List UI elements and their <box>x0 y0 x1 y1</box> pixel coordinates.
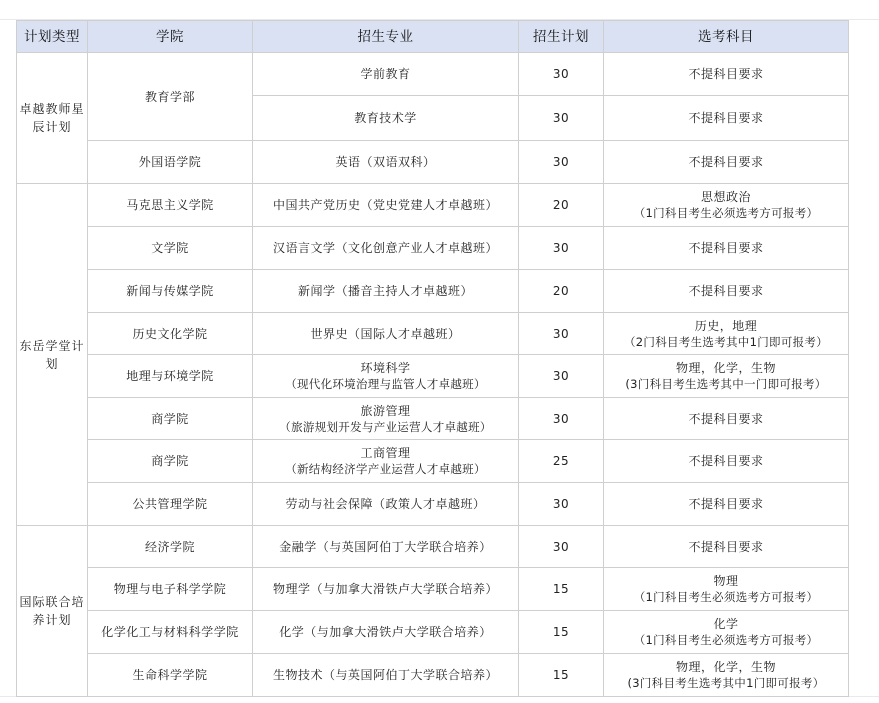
subject-cell: 不提科目要求 <box>604 398 849 440</box>
header-row <box>17 21 849 53</box>
subject-note: (3门科目考生选考其中1门即可报考） <box>627 676 825 690</box>
major-cell: 英语（双语双科） <box>253 141 519 184</box>
admission-plan-table <box>16 20 849 697</box>
subject-note: （1门科目考生必须选考方可报考） <box>633 590 819 604</box>
table-row <box>17 141 849 184</box>
enrollment-cell: 25 <box>519 440 604 483</box>
enrollment-cell: 15 <box>519 654 604 697</box>
college-cell: 物理与电子科学学院 <box>88 568 253 611</box>
college-cell: 历史文化学院 <box>88 313 253 355</box>
major-cell: 教育技术学 <box>253 96 519 141</box>
table-row <box>17 568 849 611</box>
header-major: 招生专业 <box>253 21 519 53</box>
major-cell <box>253 440 519 483</box>
enrollment-cell: 30 <box>519 313 604 355</box>
subject-cell: 不提科目要求 <box>604 526 849 568</box>
subject-main: 思想政治 <box>700 190 751 204</box>
enrollment-cell: 20 <box>519 184 604 227</box>
enrollment-cell: 20 <box>519 270 604 313</box>
major-note: （旅游规划开发与产业运营人才卓越班） <box>279 419 492 434</box>
table-row <box>17 611 849 654</box>
subject-cell: 不提科目要求 <box>604 53 849 96</box>
enrollment-cell: 30 <box>519 398 604 440</box>
subject-note: （1门科目考生必须选考方可报考） <box>633 633 819 647</box>
major-cell: 汉语言文学（文化创意产业人才卓越班） <box>253 227 519 270</box>
subject-cell <box>604 568 849 611</box>
major-cell: 新闻学（播音主持人才卓越班） <box>253 270 519 313</box>
subject-cell: 不提科目要求 <box>604 96 849 141</box>
table-row <box>17 313 849 355</box>
enrollment-cell: 15 <box>519 611 604 654</box>
enrollment-cell: 30 <box>519 355 604 398</box>
table-row <box>17 398 849 440</box>
college-cell: 地理与环境学院 <box>88 355 253 398</box>
subject-note: （1门科目考生必须选考方可报考） <box>633 206 819 220</box>
major-cell: 劳动与社会保障（政策人才卓越班） <box>253 483 519 526</box>
enrollment-cell: 30 <box>519 227 604 270</box>
college-cell: 新闻与传媒学院 <box>88 270 253 313</box>
plan-type-cell: 国际联合培养计划 <box>17 526 88 697</box>
subject-main: 物理，化学，生物 <box>675 361 776 375</box>
major-cell: 化学（与加拿大滑铁卢大学联合培养） <box>253 611 519 654</box>
subject-cell <box>604 355 849 398</box>
major-note: （现代化环境治理与监管人才卓越班） <box>285 377 486 391</box>
enrollment-cell: 30 <box>519 53 604 96</box>
subject-cell: 不提科目要求 <box>604 227 849 270</box>
enrollment-cell: 30 <box>519 483 604 526</box>
subject-cell <box>604 654 849 697</box>
header-college: 学院 <box>88 21 253 53</box>
enrollment-cell: 15 <box>519 568 604 611</box>
subject-cell: 不提科目要求 <box>604 483 849 526</box>
subject-cell: 不提科目要求 <box>604 270 849 313</box>
table-row <box>17 53 849 96</box>
table-row <box>17 355 849 398</box>
table-row <box>17 227 849 270</box>
table-row <box>17 483 849 526</box>
subject-cell <box>604 184 849 227</box>
subject-main: 物理 <box>713 574 739 588</box>
major-cell: 金融学（与英国阿伯丁大学联合培养） <box>253 526 519 568</box>
college-cell: 公共管理学院 <box>88 483 253 526</box>
college-cell: 商学院 <box>88 398 253 440</box>
subject-cell: 不提科目要求 <box>604 440 849 483</box>
major-cell <box>253 355 519 398</box>
header-enrollment: 招生计划 <box>519 21 604 53</box>
table-row <box>17 440 849 483</box>
enrollment-cell: 30 <box>519 141 604 184</box>
major-cell: 中国共产党历史（党史党建人才卓越班） <box>253 184 519 227</box>
college-cell: 马克思主义学院 <box>88 184 253 227</box>
major-main: 工商管理 <box>360 446 411 460</box>
major-cell <box>253 398 519 440</box>
subject-main: 历史，地理 <box>694 318 758 333</box>
college-cell: 教育学部 <box>88 53 253 141</box>
subject-main: 化学 <box>713 617 739 631</box>
header-subjects: 选考科目 <box>604 21 849 53</box>
major-cell: 学前教育 <box>253 53 519 96</box>
college-cell: 生命科学学院 <box>88 654 253 697</box>
major-note: （新结构经济学产业运营人才卓越班） <box>285 462 486 476</box>
subject-cell <box>604 313 849 355</box>
college-cell: 经济学院 <box>88 526 253 568</box>
college-cell: 外国语学院 <box>88 141 253 184</box>
college-cell: 商学院 <box>88 440 253 483</box>
plan-type-cell: 东岳学堂计划 <box>17 184 88 526</box>
header-plan-type: 计划类型 <box>17 21 88 53</box>
college-cell: 文学院 <box>88 227 253 270</box>
table-row <box>17 526 849 568</box>
enrollment-cell: 30 <box>519 526 604 568</box>
major-cell: 世界史（国际人才卓越班） <box>253 313 519 355</box>
plan-type-cell: 卓越教师星辰计划 <box>17 53 88 184</box>
college-cell: 化学化工与材料科学学院 <box>88 611 253 654</box>
subject-note: (3门科目考生选考其中一门即可报考） <box>625 377 827 391</box>
major-cell: 生物技术（与英国阿伯丁大学联合培养） <box>253 654 519 697</box>
table-row <box>17 270 849 313</box>
table-row <box>17 654 849 697</box>
major-main: 旅游管理 <box>360 403 411 418</box>
subject-note: （2门科目考生选考其中1门即可报考） <box>623 334 829 349</box>
major-cell: 物理学（与加拿大滑铁卢大学联合培养） <box>253 568 519 611</box>
subject-cell: 不提科目要求 <box>604 141 849 184</box>
table-row <box>17 184 849 227</box>
subject-main: 物理，化学，生物 <box>675 660 776 674</box>
major-main: 环境科学 <box>360 361 411 375</box>
enrollment-cell: 30 <box>519 96 604 141</box>
subject-cell <box>604 611 849 654</box>
